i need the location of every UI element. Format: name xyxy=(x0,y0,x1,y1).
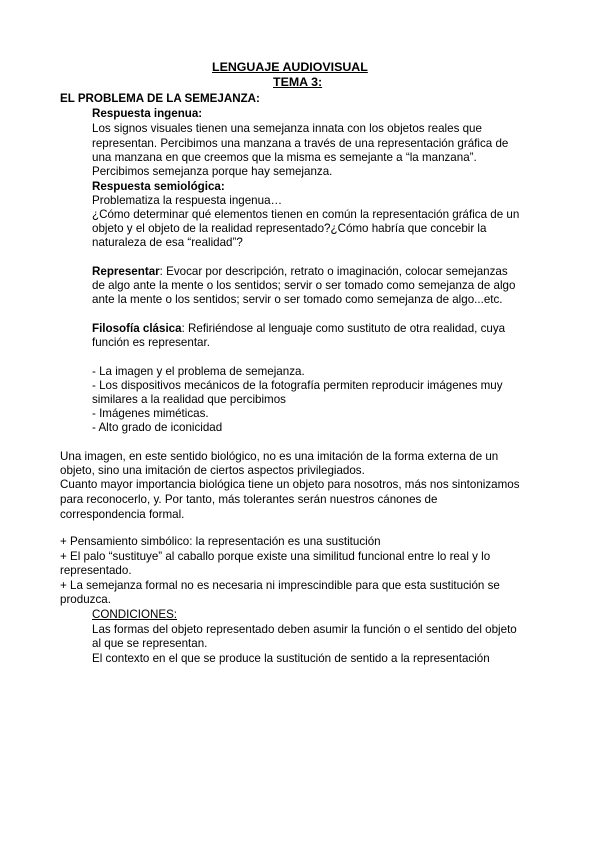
section-heading: EL PROBLEMA DE LA SEMEJANZA: xyxy=(60,92,260,105)
body-paragraph-line: correspondencia formal. xyxy=(60,508,185,521)
list-item: - Imágenes miméticas. xyxy=(92,407,209,420)
body-paragraph-line: produzca. xyxy=(60,593,111,606)
condiciones-heading: CONDICIONES: xyxy=(92,608,178,621)
ingenua-heading: Respuesta ingenua: xyxy=(92,107,203,120)
body-paragraph-line: + El palo “sustituye” al caballo porque existe una similitud funcional entre lo real y lo xyxy=(60,550,491,563)
ingenua-line: representan. Percibimos una manzana a través de una representación gráfica de xyxy=(92,137,509,150)
list-item: - Los dispositivos mecánicos de la fotografía permiten reproducir imágenes muy xyxy=(92,379,503,392)
representar-term: Representar xyxy=(92,265,160,278)
list-item: similares a la realidad que percibimos xyxy=(92,393,286,406)
condiciones-line: Las formas del objeto representado deben asumir la función o el sentido del objeto xyxy=(92,623,517,636)
list-item: - Alto grado de iconicidad xyxy=(92,421,223,434)
filosofia-term: Filosofía clásica xyxy=(92,322,182,335)
body-paragraph-line: + La semejanza formal no es necesaria ni imprescindible para que esta sustitución se xyxy=(60,579,500,592)
body-paragraph-line: representado. xyxy=(60,564,132,577)
list-item: - La imagen y el problema de semejanza. xyxy=(92,365,305,378)
filosofia-definition-text: : Refiriéndose al lenguaje como sustituto de otra realidad, cuya xyxy=(181,322,506,335)
ingenua-line: una manzana en que creemos que la misma es semejante a “la manzana”. xyxy=(92,151,477,164)
condiciones-line: El contexto en el que se produce la sustitución de sentido a la representación xyxy=(92,652,490,665)
semiologica-line: naturaleza de esa “realidad”? xyxy=(92,236,243,249)
document-title: LENGUAJE AUDIOVISUAL xyxy=(212,60,368,74)
semiologica-line: objeto y el objeto de la realidad representado?¿Cómo habría que concebir la xyxy=(92,222,487,235)
document-subtitle: TEMA 3: xyxy=(273,75,323,89)
semiologica-line: ¿Cómo determinar qué elementos tienen en común la representación gráfica de un xyxy=(92,208,520,221)
representar-definition-text: : Evocar por descripción, retrato o imaginación, colocar semejanzas xyxy=(159,265,508,278)
body-paragraph-line: Cuanto mayor importancia biológica tiene un objeto para nosotros, más nos sintonizamos xyxy=(60,478,520,491)
body-paragraph-line: para reconocerlo, y. Por tanto, más tolerantes serán nuestros cánones de xyxy=(60,493,438,506)
filosofia-definition xyxy=(92,321,505,336)
body-paragraph-line: + Pensamiento simbólico: la representación es una sustitución xyxy=(60,535,381,548)
representar-line: ante la mente o los sentidos; servir o ser tomado como semejanza de algo...etc. xyxy=(92,293,503,306)
ingenua-line: Los signos visuales tienen una semejanza innata con los objetos reales que xyxy=(92,122,482,135)
representar-line: de algo ante la mente o los sentidos; servir o ser tomado como semejanza de algo xyxy=(92,279,516,292)
body-paragraph-line: Una imagen, en este sentido biológico, no es una imitación de la forma externa de un xyxy=(60,450,499,463)
semiologica-heading: Respuesta semiológica: xyxy=(92,180,225,193)
body-paragraph-line: objeto, sino una imitación de ciertos aspectos privilegiados. xyxy=(60,464,365,477)
condiciones-line: al que se representan. xyxy=(92,637,208,650)
ingenua-line: Percibimos semejanza porque hay semejanza. xyxy=(92,165,333,178)
filosofia-line: función es representar. xyxy=(92,336,210,349)
semiologica-line: Problematiza la respuesta ingenua… xyxy=(92,194,283,207)
representar-definition xyxy=(92,264,508,279)
